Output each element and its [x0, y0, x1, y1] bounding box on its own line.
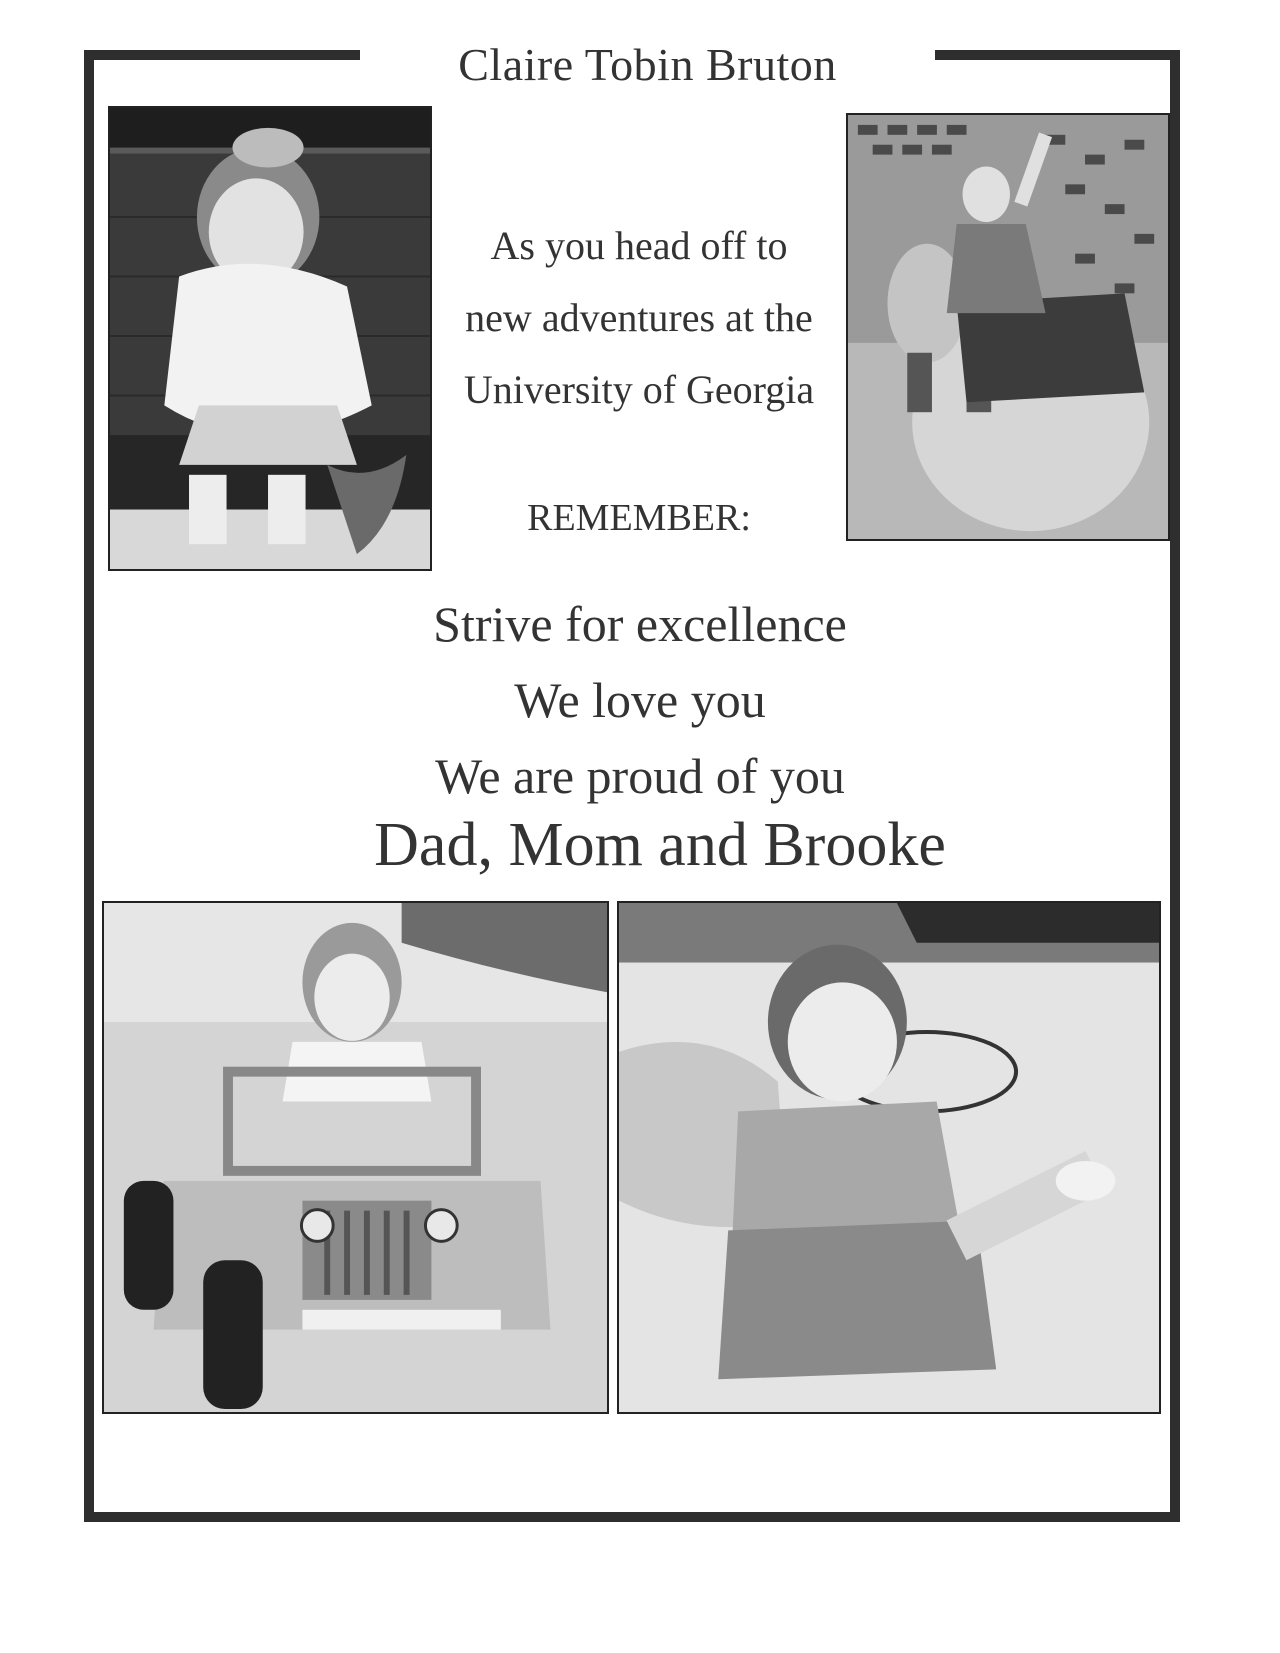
intro-message	[432, 210, 846, 426]
intro-line: new adventures at the	[465, 295, 813, 340]
intro-line: University of Georgia	[463, 367, 815, 412]
intro-line: As you head off to	[490, 223, 788, 268]
pledge-line: We love you	[514, 672, 766, 728]
photo-child-in-toy-jeep	[102, 901, 609, 1414]
photo-child-riding-camel	[846, 113, 1170, 541]
signature: Dad, Mom and Brooke	[374, 811, 946, 879]
photo-toddler-sitting-on-step	[108, 106, 432, 571]
remember-heading: REMEMBER:	[527, 497, 751, 539]
page-title: Claire Tobin Bruton	[458, 39, 837, 90]
pledge-line: We are proud of you	[435, 748, 845, 804]
pledge-list	[340, 586, 940, 814]
photo-toddler-sitting-with-backpack	[617, 901, 1161, 1414]
pledge-line: Strive for excellence	[433, 596, 847, 652]
